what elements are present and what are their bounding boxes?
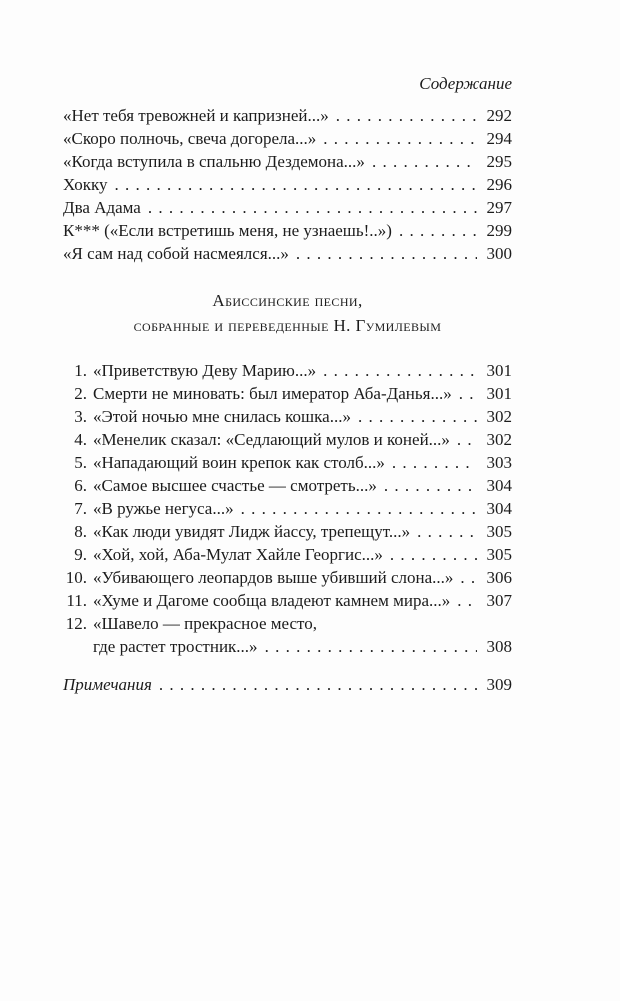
dot-leader (114, 173, 477, 196)
toc-entry (63, 173, 512, 196)
dot-leader (457, 589, 477, 612)
dot-leader (384, 474, 477, 497)
toc-entry (63, 497, 512, 520)
toc-entry-page: 300 (486, 244, 512, 263)
toc-entry-continuation (63, 635, 512, 658)
toc-section-abyssinian-songs (63, 359, 512, 658)
toc-entry-page: 302 (486, 407, 512, 426)
toc-entry-number: 10. (65, 568, 87, 587)
toc-entry (63, 382, 512, 405)
toc-entry-number: 4. (74, 430, 87, 449)
toc-entry-number: 3. (74, 407, 87, 426)
toc-entry (63, 566, 512, 589)
toc-entry (63, 242, 512, 265)
toc-entry-number: 12. (65, 614, 87, 633)
section-heading-line2: собранные и переведенные Н. Гумилевым (133, 316, 442, 335)
toc-entry (63, 451, 512, 474)
toc-entry-title: Хокку (63, 175, 108, 194)
toc-section-poems (63, 104, 512, 265)
toc-entry-title: «Менелик сказал: «Седлающий мулов и коней...» (93, 430, 450, 449)
dot-leader (241, 497, 477, 520)
toc-entry-page: 299 (486, 221, 512, 240)
dot-leader (390, 543, 477, 566)
dot-leader (336, 104, 477, 127)
dot-leader (159, 673, 477, 696)
toc-entry-title: «Этой ночью мне снилась кошка...» (93, 407, 351, 426)
toc-entry-number: 9. (74, 545, 87, 564)
toc-entry (63, 474, 512, 497)
toc-entry (63, 612, 512, 635)
dot-leader (417, 520, 477, 543)
toc-entry-title: «Убивающего леопардов выше убивший слона...» (93, 568, 454, 587)
section-heading (63, 288, 512, 338)
toc-entry-number: 7. (74, 499, 87, 518)
toc-entry (63, 196, 512, 219)
toc-entry-page: 302 (486, 430, 512, 449)
toc-entry-page: 301 (486, 384, 512, 403)
dot-leader (372, 150, 477, 173)
dot-leader (265, 635, 477, 658)
dot-leader (460, 566, 477, 589)
toc-entry-page: 307 (486, 591, 512, 610)
toc-entry-title: «Когда вступила в спальню Дездемона...» (63, 152, 365, 171)
toc-entry-number: 2. (74, 384, 87, 403)
dot-leader (399, 219, 477, 242)
toc-entry-page: 301 (486, 361, 512, 380)
toc-entry-title-line2: где растет тростник...» (93, 637, 258, 656)
toc-entry-page: 304 (486, 499, 512, 518)
dot-leader (296, 242, 477, 265)
toc-entry (63, 543, 512, 566)
toc-entry-title: «Нападающий воин крепок как столб...» (93, 453, 385, 472)
toc-entry-page: 292 (486, 106, 512, 125)
toc-entry-title: Два Адама (63, 198, 141, 217)
dot-leader (392, 451, 477, 474)
toc-entry-page: 297 (486, 198, 512, 217)
notes-page: 309 (486, 675, 512, 694)
toc-entry-page: 295 (486, 152, 512, 171)
section-heading-line1: Абиссинские песни, (212, 291, 363, 310)
toc-entry-title: «В ружье негуса...» (93, 499, 234, 518)
toc-entry-title: К*** («Если встретишь меня, не узнаешь!..») (63, 221, 392, 240)
dot-leader (323, 359, 477, 382)
toc-entry-title: «Как люди увидят Лидж йассу, трепещут...» (93, 522, 411, 541)
dot-leader (323, 127, 477, 150)
toc-entry (63, 405, 512, 428)
toc-entry-title: «Скоро полночь, свеча догорела...» (63, 129, 317, 148)
toc-entry (63, 589, 512, 612)
toc-entry (63, 150, 512, 173)
toc-entry (63, 104, 512, 127)
toc-entry-page: 305 (486, 545, 512, 564)
toc-entry-page: 305 (486, 522, 512, 541)
toc-entry (63, 219, 512, 242)
dot-leader (459, 382, 477, 405)
toc-entry-page: 308 (486, 637, 512, 656)
dot-leader (457, 428, 477, 451)
toc-entry-page: 303 (486, 453, 512, 472)
toc-entry-title: «Приветствую Деву Марию...» (93, 361, 317, 380)
toc-entry-page: 306 (486, 568, 512, 587)
toc-entry (63, 359, 512, 382)
toc-entry-title: Смерти не миновать: был имератор Аба-Данья...» (93, 384, 452, 403)
toc-entry-number: 5. (74, 453, 87, 472)
toc-entry-number: 1. (74, 361, 87, 380)
toc-entry-page: 296 (486, 175, 512, 194)
toc-entry-page: 294 (486, 129, 512, 148)
toc-entry-number: 11. (66, 591, 87, 610)
toc-entry-title: «Я сам над собой насмеялся...» (63, 244, 289, 263)
toc-entry-number: 6. (74, 476, 87, 495)
toc-entry-title: «Шавело — прекрасное место, (93, 614, 317, 633)
toc-entry-notes (63, 673, 512, 696)
toc-entry (63, 127, 512, 150)
toc-entry-number: 8. (74, 522, 87, 541)
toc-entry-title: «Хуме и Дагоме сообща владеют камнем мира...» (93, 591, 451, 610)
toc-entry (63, 520, 512, 543)
notes-title: Примечания (63, 675, 152, 694)
toc-entry (63, 428, 512, 451)
dot-leader (148, 196, 477, 219)
running-head: Содержание (419, 74, 512, 93)
toc-entry-page: 304 (486, 476, 512, 495)
toc-entry-title: «Самое высшее счастье — смотреть...» (93, 476, 377, 495)
toc-entry-title: «Хой, хой, Аба-Мулат Хайле Георгис...» (93, 545, 383, 564)
toc-entry-title: «Нет тебя тревожней и капризней...» (63, 106, 329, 125)
dot-leader (358, 405, 477, 428)
